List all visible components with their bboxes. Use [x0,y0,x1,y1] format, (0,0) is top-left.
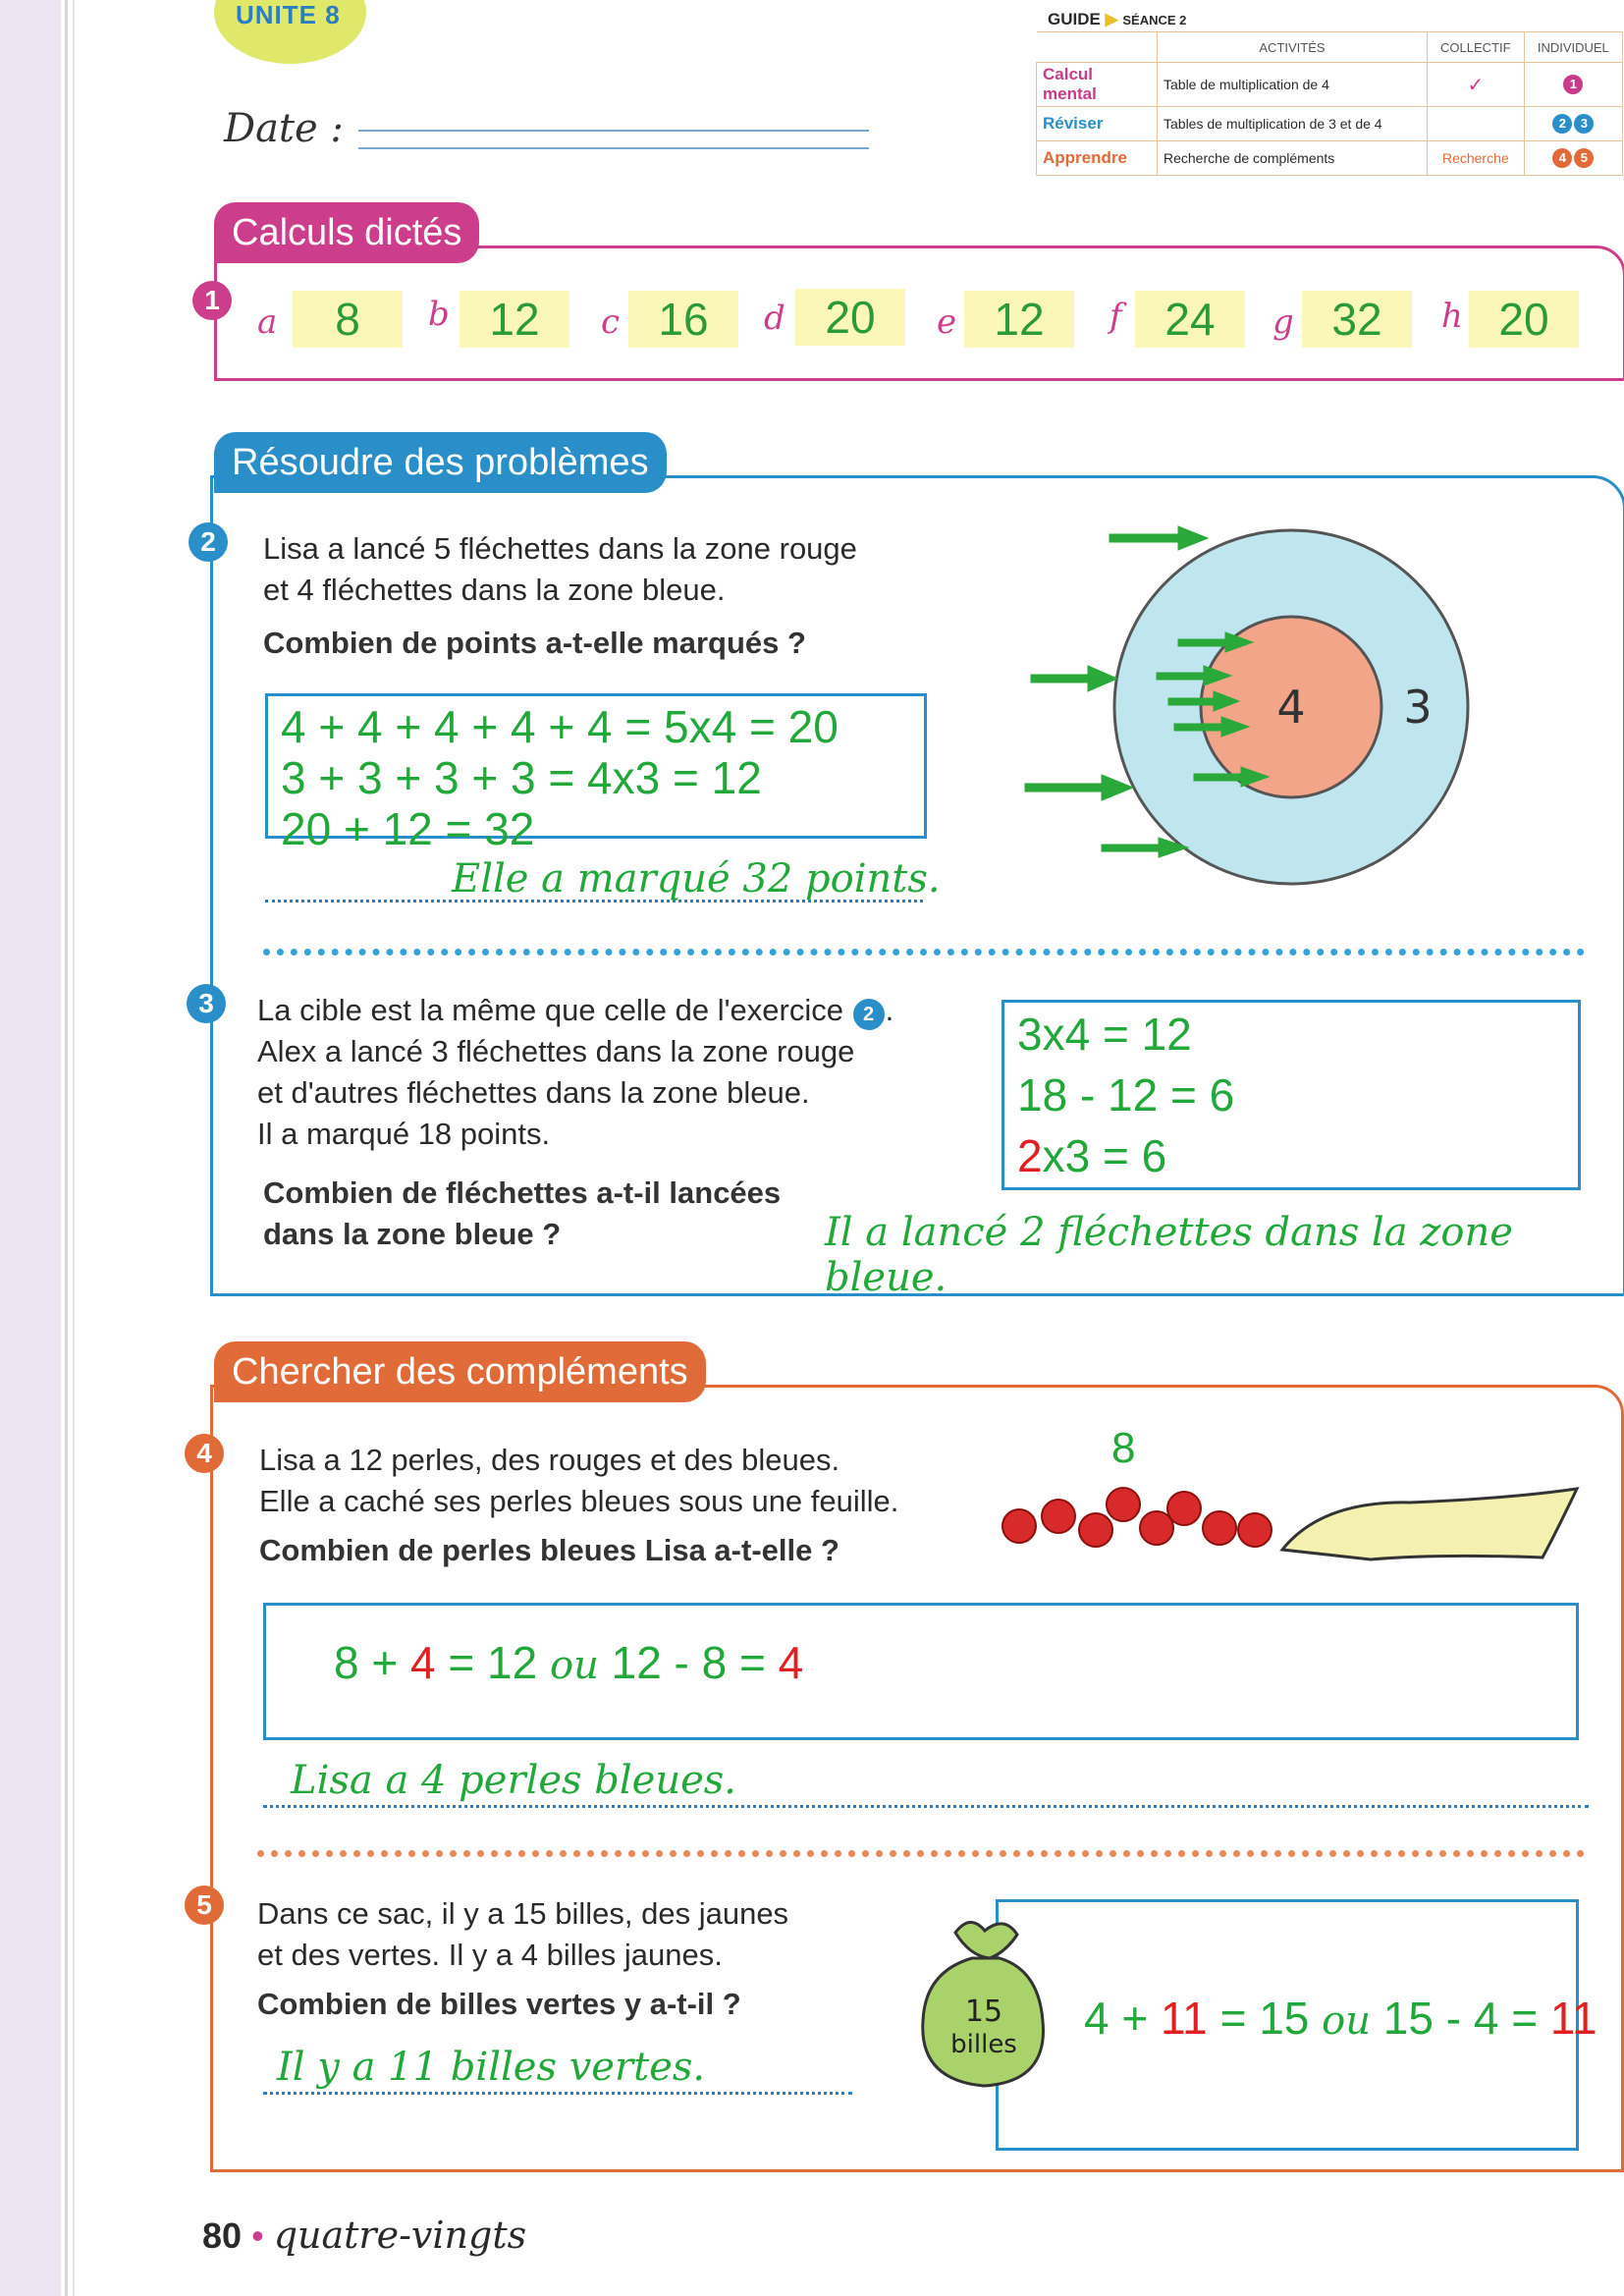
item-letter: h [1441,297,1463,336]
item-letter: c [601,302,621,342]
work-text: 4 + [1084,1993,1149,2044]
pearl [1079,1513,1112,1547]
answer-box: 24 [1135,291,1245,348]
page-number-words: quatre-vingts [273,2214,527,2257]
answer-box: 32 [1302,291,1412,348]
statement-line: et 4 fléchettes dans la zone bleue. [263,573,726,607]
dart-arrow [1174,724,1223,731]
guide-table [1036,8,1623,167]
guide-row-collective [1427,107,1524,141]
target-inner-value: 4 [1276,681,1306,734]
question: Combien de billes vertes y a-t-il ? [257,1987,741,2021]
binding-margin [0,0,61,2296]
statement-text: La cible est la même que celle de l'exercice [257,993,843,1027]
statement-line: Elle a caché ses perles bleues sous une feuille. [259,1484,899,1518]
dart-arrow-head [1088,666,1117,691]
statement-line: et d'autres fléchettes dans la zone bleue. [257,1075,810,1110]
guide-row-label: Apprendre [1037,141,1158,176]
guide-row-collective: Recherche [1427,141,1524,176]
statement-line: Lisa a 12 perles, des rouges et des bleues. [259,1443,840,1477]
ex2-statement [263,528,857,664]
dart-arrow [1194,774,1243,781]
work-text: 12 - 8 = [611,1637,766,1688]
margin-line [65,0,68,2296]
guide-row [1037,141,1623,176]
bag-top [955,1922,1017,1958]
pearl-count-label: 8 [1111,1424,1136,1472]
guide-row [1037,63,1623,107]
work-or: ou [1322,1998,1371,2044]
work-line: 3x4 = 12 [1017,1009,1192,1060]
statement-line: Lisa a lancé 5 fléchettes dans la zone rouge [263,531,857,566]
exercise-number-3: 3 [187,984,226,1023]
target-illustration [1011,520,1522,913]
guide-row-label: Réviser [1037,107,1158,141]
guide-row-individual [1524,63,1622,107]
dart-arrow [1168,698,1218,705]
item-letter: d [764,299,785,338]
guide-row-activity: Table de multiplication de 4 [1158,63,1428,107]
work-line: 4 + 4 + 4 + 4 + 4 = 5x4 = 20 [281,701,839,752]
dart-arrow [1178,639,1227,646]
red-answer: 11 [1161,1993,1208,2044]
bag-word: billes [950,2030,1017,2059]
question-line: dans la zone bleue ? [263,1217,562,1251]
section-complements-title: Chercher des compléments [214,1341,706,1402]
leaf-icon [1282,1489,1577,1559]
exercise-number-5: 5 [185,1886,224,1925]
pearl [1167,1492,1201,1525]
work-text: = 15 [1219,1993,1310,2044]
section-calculs-title: Calculs dictés [214,202,479,263]
item-letter: e [937,302,957,342]
work-text: = 12 [448,1637,538,1688]
statement-line: Il a marqué 18 points. [257,1117,551,1151]
answer-box: 8 [293,291,403,348]
guide-col-collective: COLLECTIF [1427,32,1524,63]
answer-box: 12 [460,291,569,348]
exercise-dot: 3 [1574,114,1594,134]
ex2-work [281,701,839,854]
play-icon: ▶ [1105,10,1118,28]
margin-line [73,0,75,2296]
pearl [1042,1500,1075,1533]
exercise-number-1: 1 [192,281,232,320]
answer-box: 16 [628,291,738,348]
guide-col-individual: INDIVIDUEL [1524,32,1622,63]
ex3-question [263,1173,781,1255]
pearl [1107,1488,1140,1521]
exercise-ref-dot: 2 [853,999,885,1030]
question-line: Combien de fléchettes a-t-il lancées [263,1175,782,1210]
dart-arrow [1102,845,1161,851]
work-line: 20 + 12 = 32 [281,803,535,854]
work-line: 3 + 3 + 3 + 3 = 4x3 = 12 [281,752,762,803]
ex4-answer: Lisa a 4 perles bleues. [291,1758,737,1803]
pearl [1002,1509,1036,1543]
dart-arrow [1157,673,1206,680]
ex3-statement [257,990,893,1155]
red-answer: 4 [410,1637,436,1688]
statement-line: et des vertes. Il y a 4 billes jaunes. [257,1938,723,1972]
dart-arrow [1110,534,1178,542]
question: Combien de perles bleues Lisa a-t-elle ? [259,1533,839,1567]
work-text: 15 - 4 = [1382,1993,1539,2044]
ex4-statement [259,1440,898,1571]
dart-arrow-head [1178,526,1208,550]
red-answer: 4 [778,1637,804,1688]
work-line: 18 - 12 = 6 [1017,1069,1235,1121]
item-letter: g [1272,302,1294,342]
work-text: 8 + [334,1637,399,1688]
bag-number: 15 [964,1995,1003,2029]
pearl [1238,1513,1272,1547]
guide-header [1036,8,1623,31]
exercise-dot: 1 [1563,75,1583,94]
work-line [1017,1125,1234,1186]
work-or: ou [549,1643,599,1688]
guide-session: SÉANCE 2 [1122,13,1187,27]
guide-col-activities: ACTIVITÉS [1158,32,1428,63]
period: . [885,993,894,1027]
dart-arrow [1031,675,1090,683]
statement-line: Dans ce sac, il y a 15 billes, des jaunes [257,1896,789,1931]
ex5-work [1084,1992,1597,2045]
ex3-answer: Il a lancé 2 fléchettes dans la zone bleue. [825,1210,1513,1300]
guide-row-activity: Tables de multiplication de 3 et de 4 [1158,107,1428,141]
separator-dotted [263,949,1585,956]
answer-box: 20 [1469,291,1579,348]
item-letter: f [1110,297,1122,336]
date-line [358,147,869,149]
calculs-row [253,285,1608,354]
question: Combien de points a-t-elle marqués ? [263,626,806,660]
exercise-number-4: 4 [185,1434,224,1473]
dart-arrow [1025,784,1104,792]
separator-dotted [257,1850,1585,1857]
pearl [1140,1511,1173,1545]
guide-col-empty [1037,32,1158,63]
item-letter: a [257,302,278,342]
statement-line: Alex a lancé 3 fléchettes dans la zone rouge [257,1034,855,1068]
answer-box: 20 [795,289,905,346]
section-problems-title: Résoudre des problèmes [214,432,667,493]
exercise-dot: 4 [1552,148,1572,168]
ex5-statement [257,1893,788,2025]
exercise-dot: 2 [1552,114,1572,134]
date-line [358,130,869,132]
check-icon: ✓ [1427,63,1524,107]
statement-line [257,990,893,1031]
answer-box: 12 [964,291,1074,348]
exercise-dot: 5 [1574,148,1594,168]
bullet-icon: • [251,2215,264,2256]
red-answer: 2 [1017,1130,1043,1181]
ex4-work [334,1636,803,1689]
guide-row [1037,107,1623,141]
pearl [1203,1511,1236,1545]
guide-title: GUIDE [1048,10,1101,28]
date-label: Date : [224,106,344,151]
ex3-work [1017,1004,1234,1186]
ex5-answer: Il y a 11 billes vertes. [277,2045,706,2090]
guide-row-label: Calcul mental [1037,63,1158,107]
unit-label: UNITE 8 [236,0,341,29]
exercise-number-2: 2 [189,522,228,562]
red-answer: 11 [1549,1993,1597,2044]
ex2-answer: Elle a marqué 32 points. [452,856,941,902]
guide-row-individual [1524,107,1622,141]
target-outer-value: 3 [1403,681,1433,734]
red-pearls [1002,1488,1272,1547]
pearls-illustration [998,1481,1587,1579]
marble-bag-icon [911,1913,1058,2100]
guide-row-individual [1524,141,1622,176]
guide-row-activity: Recherche de compléments [1158,141,1428,176]
item-letter: b [428,295,450,334]
page-number: 80 [202,2215,243,2256]
page-footer [202,2214,526,2257]
work-text: x3 = 6 [1042,1130,1167,1181]
